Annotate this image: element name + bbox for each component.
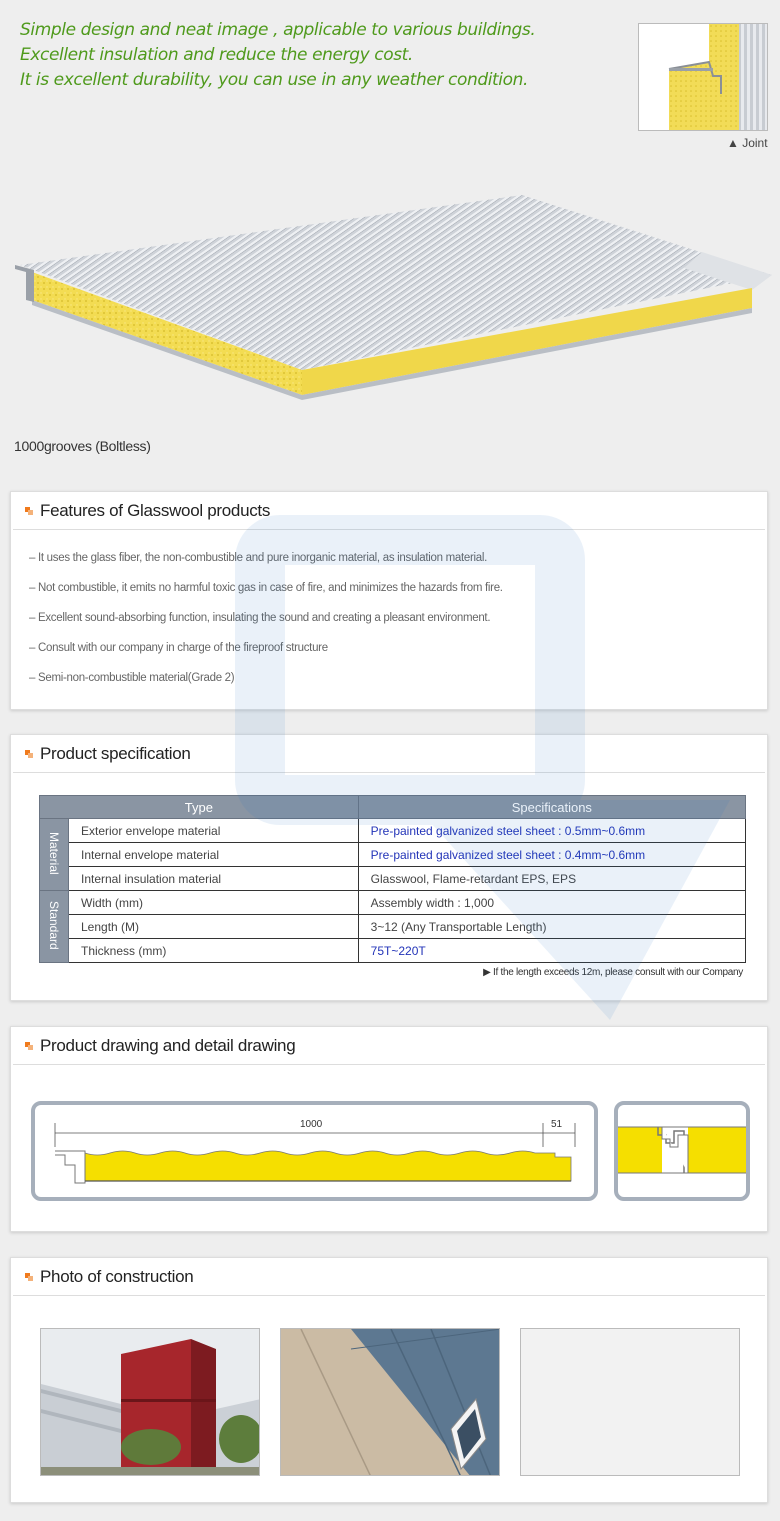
features-list bbox=[11, 530, 767, 702]
joint-detail-drawing bbox=[614, 1101, 750, 1201]
spec-table bbox=[39, 795, 746, 963]
intro-text bbox=[20, 18, 535, 93]
features-title-text: Features of Glasswool products bbox=[40, 500, 271, 520]
photos-card bbox=[10, 1257, 768, 1503]
dim-width-label: 1000 bbox=[300, 1119, 323, 1130]
table-row bbox=[40, 891, 746, 915]
spec-title bbox=[13, 735, 765, 773]
table-header-type: Type bbox=[40, 796, 359, 819]
spec-note: ▶ If the length exceeds 12m, please consult with our Company bbox=[483, 967, 743, 978]
bullet-square-icon bbox=[25, 1273, 33, 1281]
row-label: Length (M) bbox=[69, 915, 359, 939]
features-card bbox=[10, 491, 768, 710]
intro-line-1: Simple design and neat image , applicable to various buildings. bbox=[20, 20, 536, 40]
spec-card bbox=[10, 734, 768, 1001]
drawing-title-text: Product drawing and detail drawing bbox=[40, 1035, 296, 1055]
drawing-title bbox=[13, 1027, 765, 1065]
table-row bbox=[40, 939, 746, 963]
row-value: Pre-painted galvanized steel sheet : 0.4mm~0.6mm bbox=[358, 843, 745, 867]
row-value: 75T~220T bbox=[358, 939, 745, 963]
panel-caption: 1000grooves (Boltless) bbox=[14, 438, 151, 454]
row-label: Internal insulation material bbox=[69, 867, 359, 891]
list-item: – Not combustible, it emits no harmful toxic gas in case of fire, and minimizes the hazards from fire. bbox=[29, 582, 503, 594]
row-label: Internal envelope material bbox=[69, 843, 359, 867]
group-material: Material bbox=[40, 819, 69, 891]
row-label: Exterior envelope material bbox=[69, 819, 359, 843]
spec-title-text: Product specification bbox=[40, 743, 191, 763]
table-row bbox=[40, 867, 746, 891]
row-value: Glasswool, Flame-retardant EPS, EPS bbox=[358, 867, 745, 891]
bullet-square-icon bbox=[25, 1042, 33, 1050]
table-row bbox=[40, 819, 746, 843]
construction-photo-1 bbox=[40, 1328, 260, 1476]
construction-photo-3-empty bbox=[520, 1328, 740, 1476]
intro-line-3: It is excellent durability, you can use in any weather condition. bbox=[20, 70, 528, 90]
drawing-card bbox=[10, 1026, 768, 1232]
list-item: – Consult with our company in charge of the fireproof structure bbox=[29, 642, 328, 654]
row-value: Assembly width : 1,000 bbox=[358, 891, 745, 915]
list-item: – It uses the glass fiber, the non-combustible and pure inorganic material, as insulation material. bbox=[29, 552, 488, 564]
list-item: – Semi-non-combustible material(Grade 2) bbox=[29, 672, 235, 684]
row-label: Width (mm) bbox=[69, 891, 359, 915]
joint-image bbox=[638, 23, 768, 131]
bullet-square-icon bbox=[25, 750, 33, 758]
photos-title-text: Photo of construction bbox=[40, 1266, 194, 1286]
construction-photo-2 bbox=[280, 1328, 500, 1476]
dim-joint-label: 51 bbox=[551, 1119, 563, 1130]
panel-drawing bbox=[31, 1101, 598, 1201]
features-title bbox=[13, 492, 765, 530]
table-row bbox=[40, 843, 746, 867]
table-row bbox=[40, 915, 746, 939]
group-standard: Standard bbox=[40, 891, 69, 963]
row-label: Thickness (mm) bbox=[69, 939, 359, 963]
row-value: 3~12 (Any Transportable Length) bbox=[358, 915, 745, 939]
list-item: – Excellent sound-absorbing function, insulating the sound and creating a pleasant environment. bbox=[29, 612, 491, 624]
intro-line-2: Excellent insulation and reduce the energy cost. bbox=[20, 45, 413, 65]
bullet-square-icon bbox=[25, 507, 33, 515]
row-value: Pre-painted galvanized steel sheet : 0.5mm~0.6mm bbox=[358, 819, 745, 843]
photos-title bbox=[13, 1258, 765, 1296]
sandwich-panel-image bbox=[12, 190, 772, 410]
table-header-spec: Specifications bbox=[358, 796, 745, 819]
joint-caption: ▲ Joint bbox=[727, 136, 768, 150]
